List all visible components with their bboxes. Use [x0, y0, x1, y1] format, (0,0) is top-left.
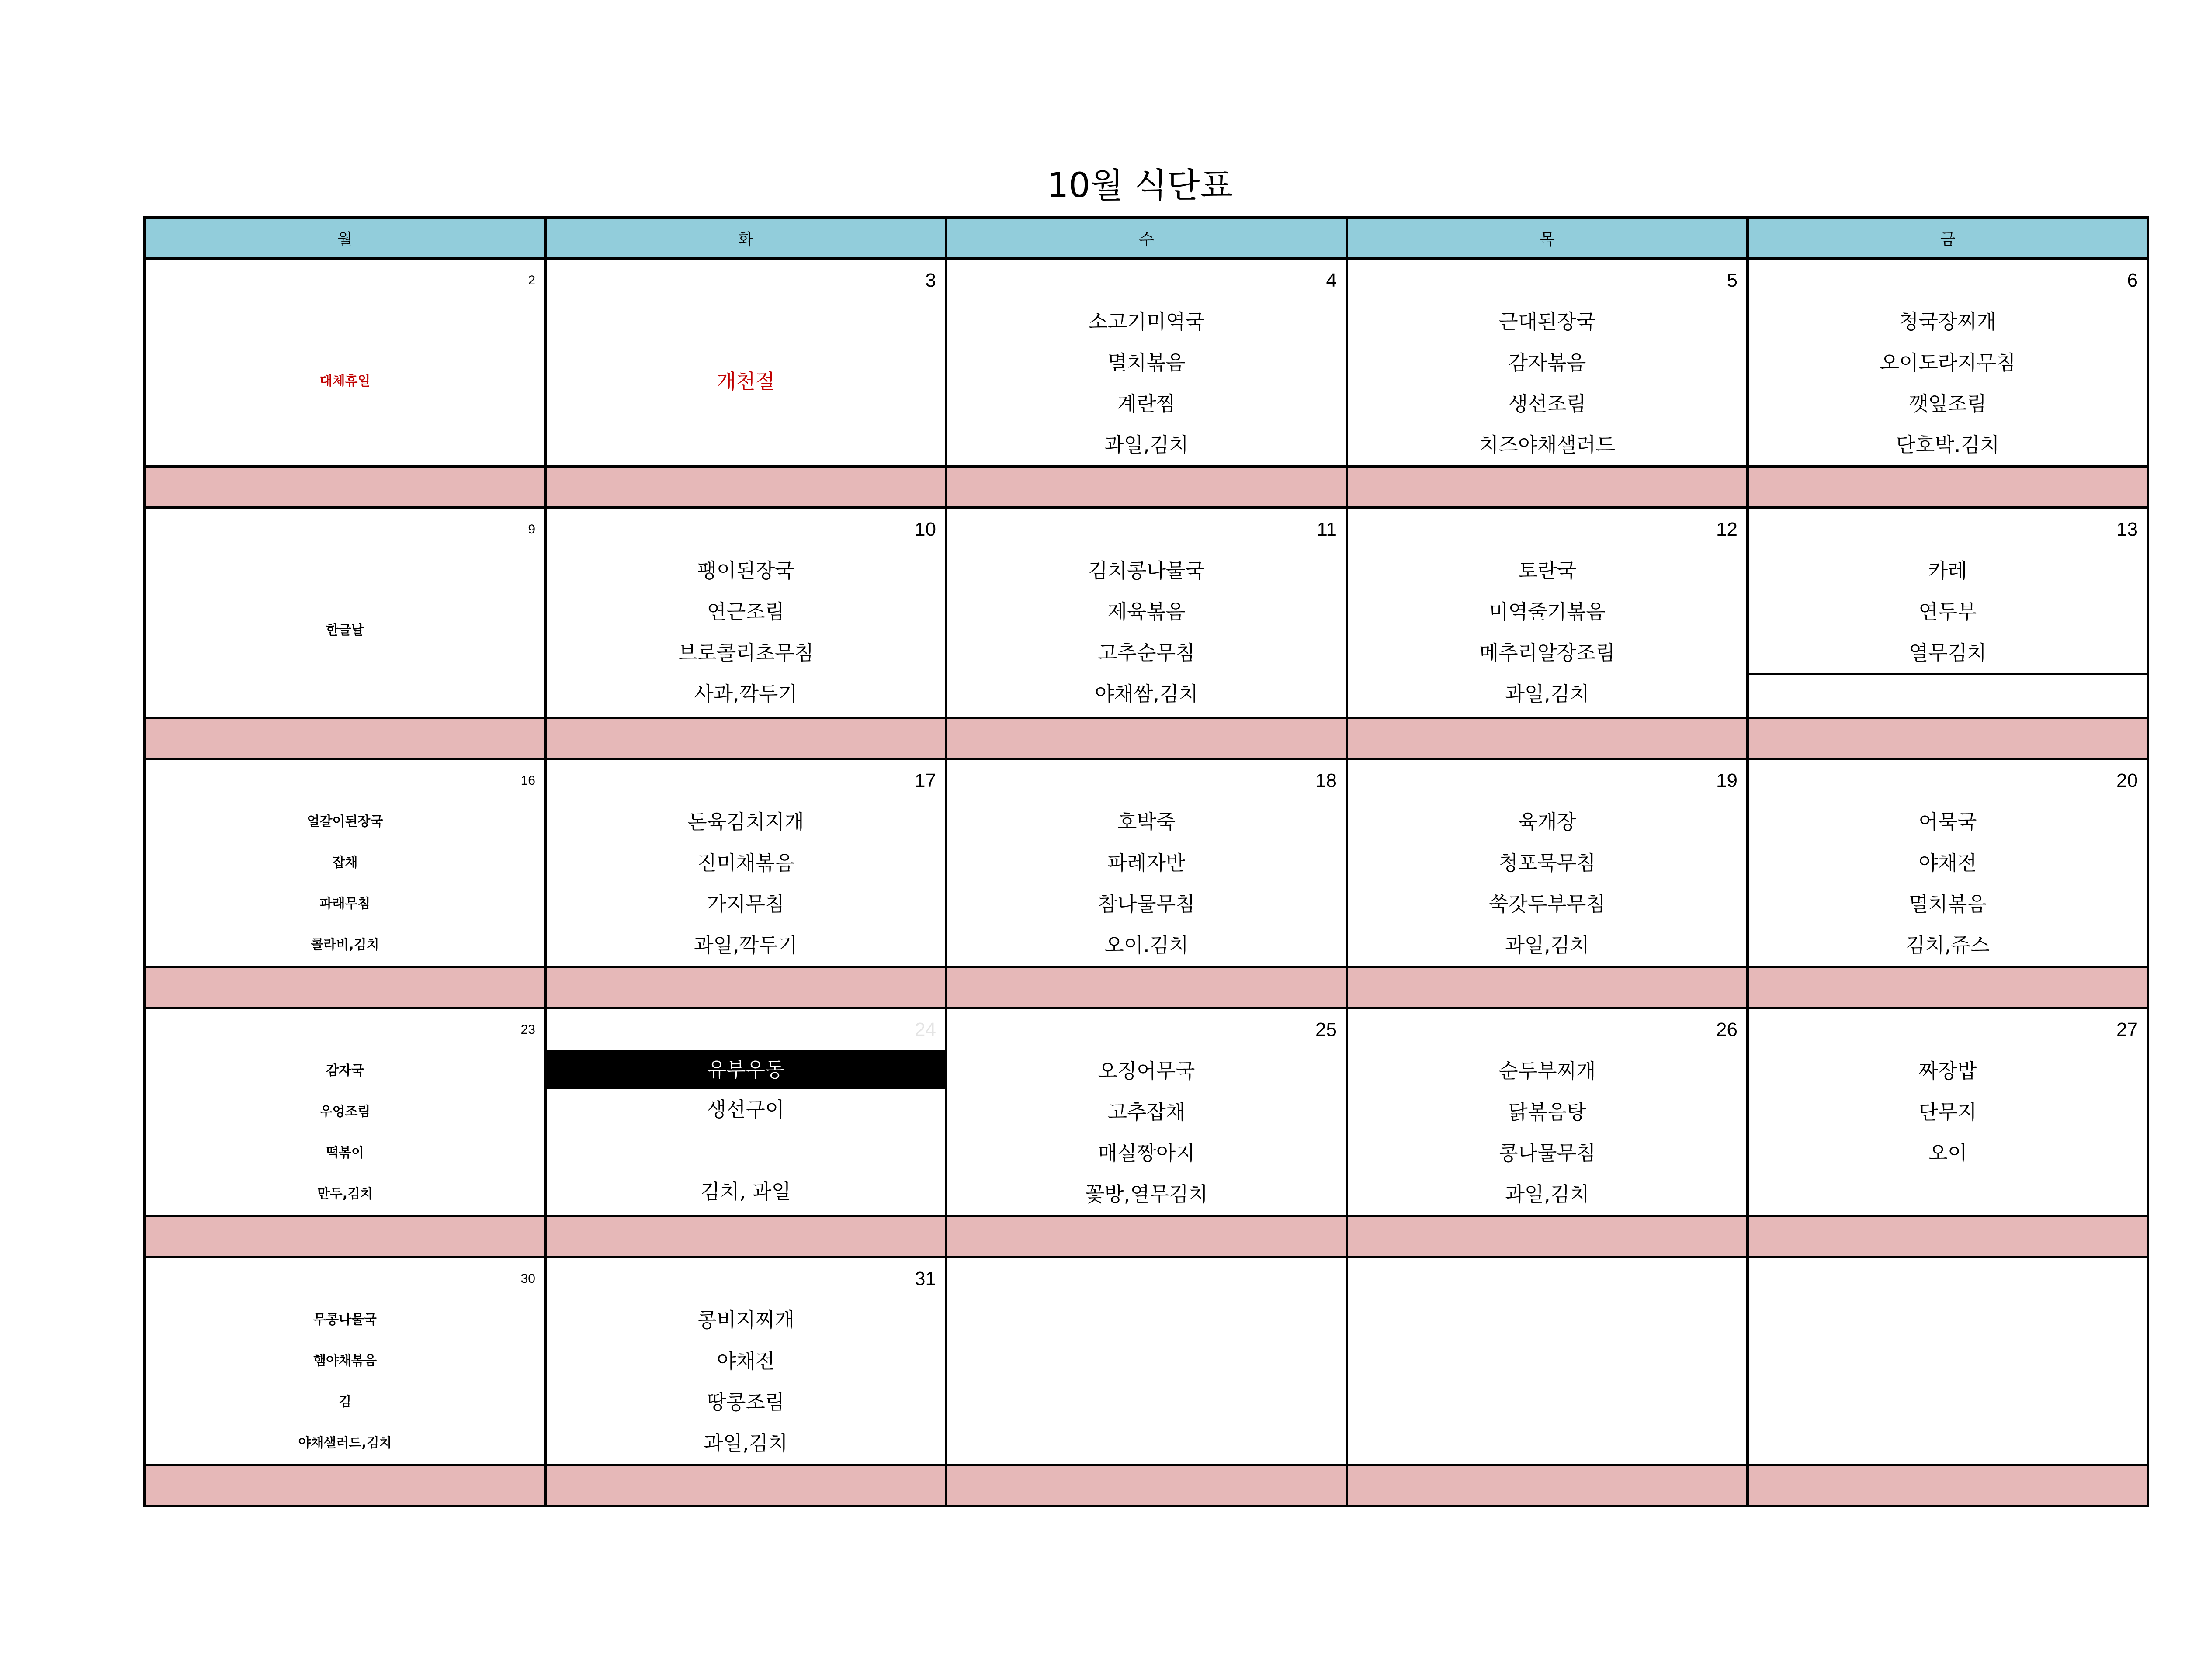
day-cell	[545, 508, 946, 718]
dish: 호박죽	[1117, 810, 1176, 834]
dish: 미역줄기볶음	[1489, 600, 1606, 624]
dish: 단호박.김치	[1896, 433, 2000, 457]
day-number: 3	[925, 270, 936, 291]
dish-list	[1348, 301, 1746, 465]
dish-list	[947, 1050, 1346, 1215]
dish: 깻잎조림	[1909, 392, 1987, 416]
day-number: 12	[1716, 519, 1738, 540]
day-number: 16	[520, 773, 535, 788]
dish: 제육볶음	[1107, 600, 1186, 624]
day-number: 30	[520, 1271, 535, 1286]
day-cell	[145, 1008, 545, 1216]
day-cell	[946, 759, 1347, 967]
day-cell	[145, 508, 545, 718]
week-row	[145, 1257, 2148, 1465]
dish: 오이	[1928, 1141, 1967, 1165]
dish: 과일,깍두기	[694, 933, 798, 957]
dish: 야채전	[716, 1349, 775, 1373]
separator-row	[145, 718, 2148, 759]
day-cell	[1748, 759, 2148, 967]
dish: 꽃방,열무김치	[1085, 1182, 1208, 1206]
dish: 청국장찌개	[1899, 310, 1997, 333]
day-number: 20	[2116, 770, 2138, 791]
dish: 진미채볶음	[697, 851, 794, 875]
dish-list	[146, 801, 544, 966]
dish-list	[547, 801, 945, 966]
day-number: 11	[1317, 519, 1337, 540]
dish: 우엉조림	[319, 1104, 371, 1119]
dish: 어묵국	[1918, 810, 1977, 834]
dish: 김치,쥬스	[1905, 933, 1990, 957]
dish-list	[547, 301, 945, 462]
day-cell	[145, 259, 545, 467]
dish: 콩나물무침	[1498, 1141, 1596, 1165]
day-number: 10	[915, 519, 936, 540]
day-cell	[1347, 1008, 1748, 1216]
day-number: 19	[1716, 770, 1738, 791]
dish: 과일,김치	[1505, 682, 1589, 706]
dish: 단무지	[1918, 1100, 1977, 1124]
dish: 오징어무국	[1098, 1059, 1195, 1083]
dish: 가지무침	[707, 892, 785, 916]
day-cell	[145, 1257, 545, 1465]
dish: 생선조림	[1508, 392, 1586, 416]
dish: 떡볶이	[326, 1145, 364, 1160]
dish: 브로콜리초무침	[677, 641, 814, 665]
day-number: 17	[915, 770, 936, 791]
dish-list	[547, 1050, 945, 1212]
dish-list	[947, 301, 1346, 465]
dish: 메추리알장조림	[1479, 641, 1616, 665]
dish: 연근조림	[707, 600, 785, 624]
dish: 파래무침	[319, 896, 371, 911]
dish: 과일,김치	[1104, 433, 1189, 457]
dish-list	[1348, 550, 1746, 714]
dish-list	[947, 801, 1346, 966]
dish: 청포묵무침	[1498, 851, 1596, 875]
separator-row	[145, 1216, 2148, 1257]
dish: 만두,김치	[317, 1186, 373, 1202]
dish: 과일,김치	[1505, 933, 1589, 957]
dish: 소고기미역국	[1088, 310, 1205, 333]
meal-calendar-table	[143, 216, 2149, 1507]
dish: 땅콩조림	[707, 1390, 785, 1414]
dish: 고추순무침	[1098, 641, 1195, 665]
day-number: 25	[1315, 1019, 1337, 1040]
day-number: 18	[1315, 770, 1337, 791]
day-number: 24	[915, 1019, 936, 1040]
dish-list	[146, 550, 544, 711]
dish-list	[547, 1299, 945, 1464]
weekday-header-row	[145, 218, 2148, 259]
day-number: 13	[2116, 519, 2138, 540]
day-cell	[1347, 259, 1748, 467]
dish: 무콩나물국	[313, 1312, 377, 1327]
dish: 매실짱아지	[1098, 1141, 1195, 1165]
weekday-header: 수	[946, 218, 1347, 259]
dish-list	[146, 1050, 544, 1215]
day-cell	[1347, 508, 1748, 718]
day-cell	[946, 1008, 1347, 1216]
dish-highlighted: 유부우동	[547, 1050, 945, 1089]
dish: 야채전	[1918, 851, 1977, 875]
weekday-header: 화	[545, 218, 946, 259]
weekday-header: 금	[1748, 218, 2148, 259]
dish: 과일,김치	[704, 1431, 788, 1455]
week-row	[145, 1008, 2148, 1216]
day-cell	[1347, 759, 1748, 967]
dish: 김	[339, 1394, 351, 1410]
dish: 감자볶음	[1508, 351, 1586, 374]
dish: 사과,깍두기	[694, 682, 798, 706]
separator-row	[145, 467, 2148, 508]
dish: 팽이된장국	[697, 559, 794, 582]
dish: 토란국	[1518, 559, 1577, 582]
dish-list	[947, 550, 1346, 714]
day-cell	[545, 259, 946, 467]
dish: 과일,김치	[1505, 1182, 1589, 1206]
dish-list	[146, 301, 544, 462]
dish-list	[1749, 550, 2147, 717]
weekday-header: 월	[145, 218, 545, 259]
dish: 돈육김치지개	[687, 810, 804, 834]
dish: 파레자반	[1107, 851, 1186, 875]
dish-list	[547, 550, 945, 714]
dish: 콜라비,김치	[311, 937, 379, 953]
dish: 육개장	[1518, 810, 1577, 834]
day-cell	[145, 759, 545, 967]
separator-row	[145, 967, 2148, 1008]
day-cell	[1748, 259, 2148, 467]
dish: 잡채	[332, 855, 358, 870]
dish: 햄야채볶음	[313, 1353, 377, 1368]
dish: 콩비지찌개	[697, 1308, 794, 1332]
dish-list	[1348, 1050, 1746, 1215]
day-cell	[1748, 1008, 2148, 1216]
separator-row	[145, 1465, 2148, 1506]
dish: 쑥갓두부무침	[1489, 892, 1606, 916]
day-cell-empty	[946, 1257, 1347, 1465]
dish: 김치, 과일	[701, 1180, 791, 1203]
dish: 멸치볶음	[1107, 351, 1186, 374]
holiday-label: 대체휴일	[319, 374, 371, 389]
dish: 닭볶음탕	[1508, 1100, 1586, 1124]
dish: 참나물무침	[1098, 892, 1195, 916]
dish: 오이도라지무침	[1880, 351, 2016, 374]
day-number: 31	[915, 1268, 936, 1289]
dish: 계란찜	[1117, 392, 1176, 416]
dish	[1749, 675, 2147, 717]
day-number: 27	[2116, 1019, 2138, 1040]
day-number: 23	[520, 1022, 535, 1037]
dish: 얼갈이된장국	[307, 814, 383, 829]
day-number: 5	[1727, 270, 1738, 291]
dish: 카레	[1928, 559, 1967, 582]
week-row	[145, 759, 2148, 967]
page-title: 10월 식단표	[1047, 166, 1233, 205]
day-number: 2	[528, 273, 535, 288]
dish: 치즈야채샐러드	[1479, 433, 1616, 457]
day-cell	[946, 508, 1347, 718]
day-number: 4	[1326, 270, 1337, 291]
dish: 근대된장국	[1498, 310, 1596, 333]
dish: 열무김치	[1749, 632, 2147, 675]
dish-list	[1749, 1050, 2147, 1215]
week-row	[145, 508, 2148, 718]
day-cell-empty	[1347, 1257, 1748, 1465]
day-number: 6	[2127, 270, 2138, 291]
day-cell	[545, 1257, 946, 1465]
day-cell	[1748, 508, 2148, 718]
dish-list	[146, 1299, 544, 1464]
dish: 고추잡채	[1107, 1100, 1186, 1124]
dish-list	[1348, 801, 1746, 966]
dish	[1749, 1174, 2147, 1215]
weekday-header: 목	[1347, 218, 1748, 259]
dish: 야채샐러드,김치	[298, 1435, 392, 1451]
day-number: 9	[528, 522, 535, 537]
dish: 생선구이	[707, 1098, 785, 1121]
day-number: 26	[1716, 1019, 1738, 1040]
dish: 야채쌈,김치	[1095, 682, 1198, 706]
dish-list	[1749, 801, 2147, 966]
dish: 연두부	[1918, 600, 1977, 624]
holiday-label: 개천절	[716, 370, 775, 393]
day-cell	[946, 259, 1347, 467]
day-cell	[545, 1008, 946, 1216]
dish: 김치콩나물국	[1088, 559, 1205, 582]
dish	[547, 1130, 945, 1171]
holiday-label: 한글날	[326, 623, 364, 638]
day-cell-empty	[1748, 1257, 2148, 1465]
dish: 오이.김치	[1104, 933, 1189, 957]
day-cell	[545, 759, 946, 967]
dish-list	[1749, 301, 2147, 465]
dish: 순두부찌개	[1498, 1059, 1596, 1083]
dish: 감자국	[326, 1063, 364, 1078]
week-row	[145, 259, 2148, 467]
dish: 짜장밥	[1918, 1059, 1977, 1083]
dish: 멸치볶음	[1909, 892, 1987, 916]
